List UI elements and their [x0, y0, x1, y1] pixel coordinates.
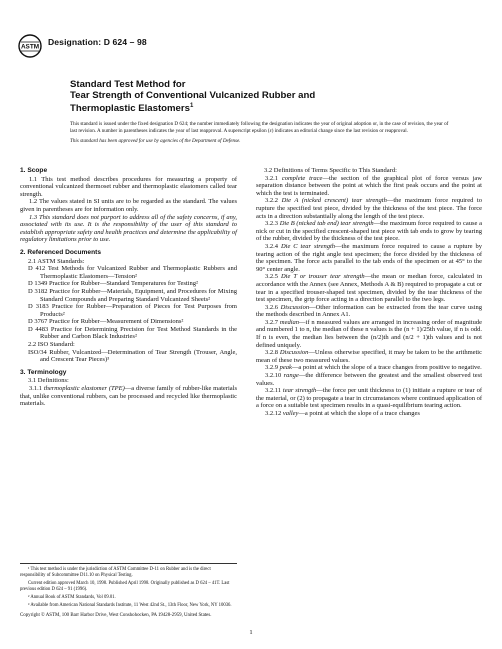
- definition-3-2-12: 3.2.12 valley—a point at which the slope of a trace changes: [265, 410, 420, 417]
- document-title: [70, 79, 450, 114]
- reference-item: D 4483 Practice for Determining Precision for Test Method Standards in the Rubber and Carbon Black Industries²: [28, 325, 237, 341]
- footnote-3: ³ Available from American National Standards Institute, 11 West 42nd St., 13th Floor, New York, NY 10036.: [28, 602, 232, 608]
- issuance-notice: This standard is issued under the fixed designation D 624; the number immediately following the designation indicates the year of original adoption or, in the case of revision, the year of last revision. A number in parentheses indicates the year of last reapproval. A superscript epsilon (ε) indicates an editorial change since the last revision or reapproval.: [70, 121, 449, 135]
- title-line-3: Thermoplastic Elastomers$^1$: [70, 103, 194, 115]
- astm-logo-icon: [18, 34, 42, 58]
- svg-text:ASTM: ASTM: [20, 43, 40, 51]
- designation: Designation: D 624 – 98: [48, 37, 147, 47]
- definition-3-2-5: 3.2.5 Die T or trouser tear strength—the mean or median force, calculated in accordance with the Annex (see Annex, Methods A & B) required to propagate a cut or tear in a specified trouser-shaped test specimen, divided by the tear thickness of the test specimen, the grip force acting in a direction parallel to the two legs.: [256, 273, 482, 304]
- title-footnote-mark: 1: [189, 103, 194, 109]
- reference-item: D 1349 Practice for Rubber—Standard Temperatures for Testing²: [28, 280, 198, 288]
- astm-standards-list: [20, 265, 237, 341]
- definition-3-2-8: 3.2.8 Discussion—Unless otherwise specified, it may be taken to be the arithmetic mean of these two measured values.: [256, 349, 483, 364]
- iso-standard-label: 2.2 ISO Standard:: [28, 341, 75, 349]
- scope-para-3: 1.3 This standard does not purport to address all of the safety concerns, if any, associated with its use. It is the responsibility of the user of this standard to establish appropriate safety and health practices and determine the applicability of regulatory limitations prior to use.: [20, 213, 237, 244]
- definition-3-2-4: 3.2.4 Die C tear strength—the maximum force required to cause a rupture by tearing action of the right angle test specimen; the force divided by the thickness of the specimen. The force acts parallel to the tab ends of the specimen or at 45° to the 90° center angle.: [256, 242, 483, 273]
- specific-definitions-list: [256, 175, 482, 418]
- definition-3-2-7: 3.2.7 median—if n measured values are arranged in increasing order of magnitude and numbered 1 to n, the median of these n values is the (n + 1)/25th value, if n is odd. If n is even, the median lies between the (n/2)th and (n/2 + 1)th values and is not defined uniquely.: [256, 318, 482, 349]
- iso-standards-list: [20, 349, 237, 364]
- title-line-1: Standard Test Method for: [70, 79, 186, 90]
- specific-definitions-label: 3.2 Definitions of Terms Specific to This Standard:: [264, 167, 397, 174]
- section-terminology-heading: 3. Terminology: [20, 368, 67, 376]
- left-column: [20, 167, 237, 408]
- astm-standards-label: 2.1 ASTM Standards:: [28, 257, 85, 265]
- definition-3-2-2: 3.2.2 Die A (nicked crescent) tear strength—the maximum force required to rupture the specified test piece, divided by the thickness of the test piece. The force acts in a direction substantially along the length of the test piece.: [256, 197, 482, 220]
- right-column: [256, 167, 482, 418]
- definition-3-2-11: 3.2.11 tear strength—the force per unit thickness to (1) initiate a rupture or tear of the material, or (2) to propagate a tear in circumstances where continued application of a force on a suitable test specimen results in a quasi-equilibrium tearing action.: [256, 387, 482, 410]
- reference-item: D 3182 Practice for Rubber—Materials, Equipment, and Procedures for Mixing Standard Compounds and Preparing Standard Vulcanized Sheets²: [28, 287, 237, 303]
- reference-item: D 3767 Practice for Rubber—Measurement of Dimensions²: [28, 318, 184, 326]
- copyright-notice: Copyright © ASTM, 100 Barr Harbor Drive, West Conshohocken, PA 19428-2959, United States.: [20, 613, 212, 618]
- reference-item: D 3183 Practice for Rubber—Preparation of Pieces for Test Purposes from Products²: [28, 303, 237, 318]
- reference-item: ISO/34 Rubber, Vulcanized—Determination of Tear Strength (Trouser, Angle, and Crescent Tear Pieces)³: [28, 348, 237, 364]
- title-line-2: Tear Strength of Conventional Vulcanized Rubber and: [70, 90, 316, 101]
- scope-para-2: 1.2 The values stated in SI units are to be regarded as the standard. The values given in parentheses are for information only.: [20, 198, 237, 213]
- reference-item: D 412 Test Methods for Vulcanized Rubber and Thermoplastic Rubbers and Thermoplastic Elastomers—Tension²: [28, 265, 237, 280]
- definition-3-1-1: 3.1.1 thermoplastic elastomer (TPE)—a diverse family of rubber-like materials that, unlike conventional rubbers, can be processed and recycled like thermoplastic materials.: [20, 385, 237, 408]
- footnote-1-edition: Current edition approved March 10, 1998. Published April 1998. Originally published as D 624 – 41T. Last previous edition D 624 – 91 (1996).: [20, 581, 230, 593]
- definition-3-2-10: 3.2.10 range—the difference between the greatest and the smallest observed test values.: [256, 372, 483, 387]
- definition-3-2-3: 3.2.3 Die B (nicked tab end) tear strength—the maximum force required to cause a nick or cut in the specified crescent-shaped test piece with tab ends to grow by tearing of the rubber, divided by the thickness of the test piece.: [256, 220, 482, 243]
- footnotes: [20, 563, 237, 611]
- scope-para-1: 1.1 This test method describes procedures for measuring a property of conventional vulcanized thermoset rubber and thermoplastic elastomers called tear strength.: [20, 175, 237, 198]
- definition-3-2-6: 3.2.6 Discussion—Other information can be extracted from the tear curve using the methods described in Annex A1.: [256, 303, 483, 319]
- footnote-2: ² Annual Book of ASTM Standards, Vol 09.01.: [28, 595, 116, 600]
- footnote-1: ¹ This test method is under the jurisdiction of ASTM Committee D-11 on Rubber and is the direct responsibility of Subcommittee D11.10 on Physical Testing.: [20, 567, 211, 579]
- section-scope-heading: 1. Scope: [20, 167, 48, 174]
- page-number: 1: [249, 629, 253, 636]
- standard-notice: [70, 121, 455, 148]
- definition-3-2-1: 3.2.1 complete trace—the section of the graphical plot of force versus jaw separation distance between the point at which the first peak occurs and the point at which the test is terminated.: [256, 174, 482, 197]
- definitions-label: 3.1 Definitions:: [28, 377, 69, 385]
- definition-3-2-9: 3.2.9 peak—a point at which the slope of a trace changes from positive to negative.: [265, 364, 482, 372]
- section-referenced-documents-heading: 2. Referenced Documents: [20, 248, 101, 256]
- dod-approval-notice: This standard has been approved for use by agencies of the Department of Defense.: [70, 137, 241, 144]
